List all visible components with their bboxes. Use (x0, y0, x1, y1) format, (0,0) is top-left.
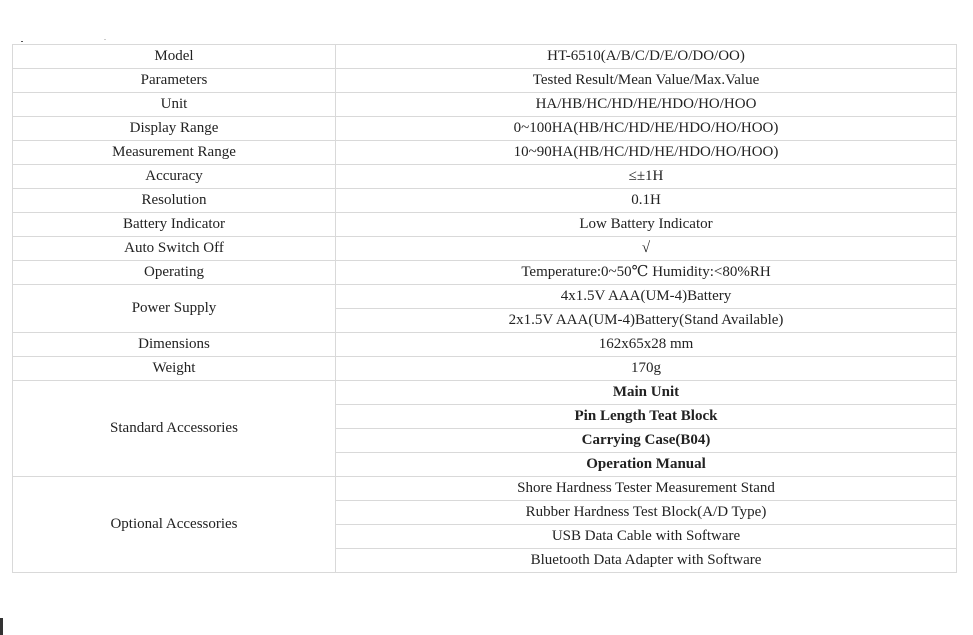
spec-row (13, 285, 957, 309)
spec-value-cell: Pin Length Teat Block (336, 405, 957, 429)
spec-row (13, 189, 957, 213)
spec-value-cell: Operation Manual (336, 453, 957, 477)
spec-value-cell: HA/HB/HC/HD/HE/HDO/HO/HOO (336, 93, 957, 117)
spec-value-cell: Rubber Hardness Test Block(A/D Type) (336, 501, 957, 525)
spec-row (13, 357, 957, 381)
specifications-table (12, 44, 957, 573)
spec-label-cell: Operating (13, 261, 336, 285)
spec-label-cell: Auto Switch Off (13, 237, 336, 261)
spec-row (13, 237, 957, 261)
spec-row (13, 477, 957, 501)
text-cursor-bar (0, 618, 3, 635)
spec-value-cell: Carrying Case(B04) (336, 429, 957, 453)
spec-value-cell: HT-6510(A/B/C/D/E/O/DO/OO) (336, 45, 957, 69)
spec-label-cell: Weight (13, 357, 336, 381)
spec-value-cell: Temperature:0~50℃ Humidity:<80%RH (336, 261, 957, 285)
spec-value-cell: 170g (336, 357, 957, 381)
spec-row (13, 141, 957, 165)
spec-value-cell: 0~100HA(HB/HC/HD/HE/HDO/HO/HOO) (336, 117, 957, 141)
spec-label-cell: Parameters (13, 69, 336, 93)
spec-label-cell: Battery Indicator (13, 213, 336, 237)
spec-value-cell: 4x1.5V AAA(UM-4)Battery (336, 285, 957, 309)
spec-row (13, 117, 957, 141)
spec-value-cell: Low Battery Indicator (336, 213, 957, 237)
spec-label-cell: Power Supply (13, 285, 336, 333)
spec-label-cell: Resolution (13, 189, 336, 213)
spec-row (13, 45, 957, 69)
stray-mark (21, 41, 23, 42)
spec-label-cell: Unit (13, 93, 336, 117)
spec-value-cell: USB Data Cable with Software (336, 525, 957, 549)
spec-label-cell: Accuracy (13, 165, 336, 189)
spec-value-cell: 10~90HA(HB/HC/HD/HE/HDO/HO/HOO) (336, 141, 957, 165)
spec-row (13, 333, 957, 357)
spec-row (13, 213, 957, 237)
spec-value-cell: 162x65x28 mm (336, 333, 957, 357)
spec-value-cell: 0.1H (336, 189, 957, 213)
spec-row (13, 93, 957, 117)
spec-row (13, 165, 957, 189)
stray-mark (104, 39, 106, 40)
spec-row (13, 381, 957, 405)
spec-value-cell: Bluetooth Data Adapter with Software (336, 549, 957, 573)
spec-value-cell: √ (336, 237, 957, 261)
spec-label-cell: Standard Accessories (13, 381, 336, 477)
spec-label-cell: Display Range (13, 117, 336, 141)
spec-value-cell: Shore Hardness Tester Measurement Stand (336, 477, 957, 501)
spec-value-cell: ≤±1H (336, 165, 957, 189)
spec-value-cell: 2x1.5V AAA(UM-4)Battery(Stand Available) (336, 309, 957, 333)
spec-label-cell: Model (13, 45, 336, 69)
spec-row (13, 261, 957, 285)
spec-value-cell: Tested Result/Mean Value/Max.Value (336, 69, 957, 93)
spec-value-cell: Main Unit (336, 381, 957, 405)
specifications-table-body (13, 45, 957, 573)
spec-row (13, 69, 957, 93)
spec-label-cell: Optional Accessories (13, 477, 336, 573)
spec-label-cell: Dimensions (13, 333, 336, 357)
spec-label-cell: Measurement Range (13, 141, 336, 165)
